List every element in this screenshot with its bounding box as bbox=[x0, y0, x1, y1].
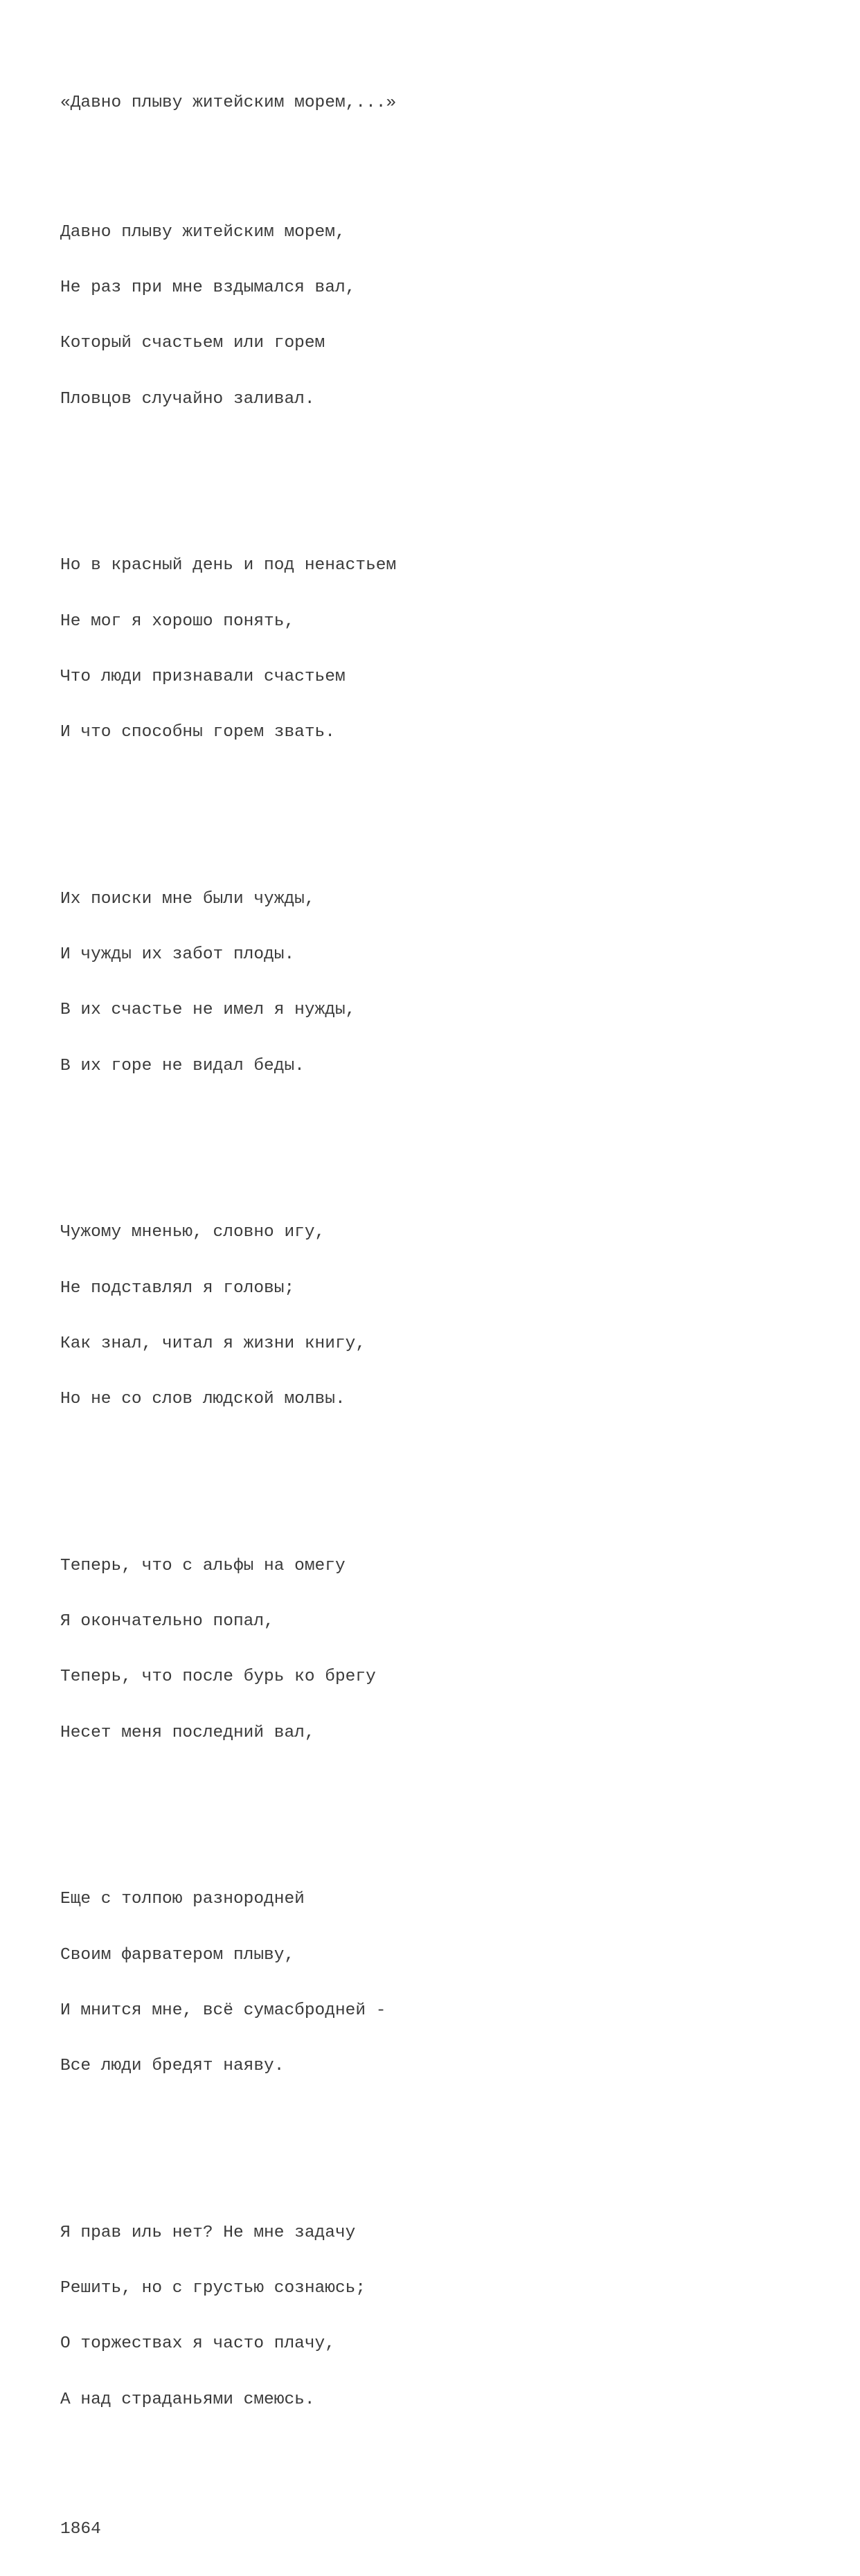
poem-line: Несет меня последний вал, bbox=[60, 1723, 315, 1742]
poem-line: И что способны горем звать. bbox=[60, 723, 335, 742]
poem-line: Пловцов случайно заливал. bbox=[60, 389, 315, 409]
stanza bbox=[60, 1520, 396, 1780]
poem-line: Теперь, что с альфы на омегу bbox=[60, 1556, 346, 1575]
poem-line: Своим фарватером плыву, bbox=[60, 1945, 295, 1965]
poem-line: Их поиски мне были чужды, bbox=[60, 889, 315, 909]
poem-line: В их счастье не имел я нужды, bbox=[60, 1001, 356, 1020]
stanza bbox=[60, 1854, 396, 2113]
stanza bbox=[60, 2187, 396, 2447]
poem-line: Но не со слов людской молвы. bbox=[60, 1390, 346, 1408]
poem-line: Как знал, читал я жизни книгу, bbox=[60, 1334, 366, 1353]
poem-line: Решить, но с грустью сознаюсь; bbox=[60, 2279, 366, 2298]
poem-line: Теперь, что после бурь ко брегу bbox=[60, 1667, 376, 1687]
poem-line: Чужому мненью, словно игу, bbox=[60, 1223, 325, 1242]
poem-line: А над страданьями смеюсь. bbox=[60, 2390, 315, 2409]
poem-line: В их горе не видал беды. bbox=[60, 1056, 305, 1075]
poem-title: «Давно плыву житейским морем,...» bbox=[60, 93, 397, 112]
poem-line: И мнится мне, всё сумасбродней - bbox=[60, 2001, 386, 2020]
poem-line: Не раз при мне вздымался вал, bbox=[60, 278, 356, 297]
poem-line: Я прав иль нет? Не мне задачу bbox=[60, 2223, 356, 2242]
poem-line: Что люди признавали счастьем bbox=[60, 667, 346, 686]
poem-year: 1864 bbox=[60, 2519, 101, 2539]
poem-line: Все люди бредят наяву. bbox=[60, 2057, 285, 2075]
poem-line: И чужды их забот плоды. bbox=[60, 945, 295, 964]
poem-line: Не мог я хорошо понять, bbox=[60, 611, 295, 631]
poem-line: О торжествах я часто плачу, bbox=[60, 2334, 335, 2354]
poem-line: Который счастьем или горем bbox=[60, 334, 325, 353]
stanza bbox=[60, 1187, 396, 1447]
poem-line: Но в красный день и под ненастьем bbox=[60, 556, 397, 575]
stanza bbox=[60, 520, 396, 780]
poem-line: Я окончательно попал, bbox=[60, 1612, 274, 1631]
poem bbox=[60, 57, 396, 2576]
stanza bbox=[60, 853, 396, 1113]
stanza bbox=[60, 186, 396, 446]
poem-line: Давно плыву житейским морем, bbox=[60, 222, 346, 242]
poem-line: Не подставлял я головы; bbox=[60, 1278, 295, 1298]
poem-line: Еще с толпою разнородней bbox=[60, 1890, 305, 1909]
